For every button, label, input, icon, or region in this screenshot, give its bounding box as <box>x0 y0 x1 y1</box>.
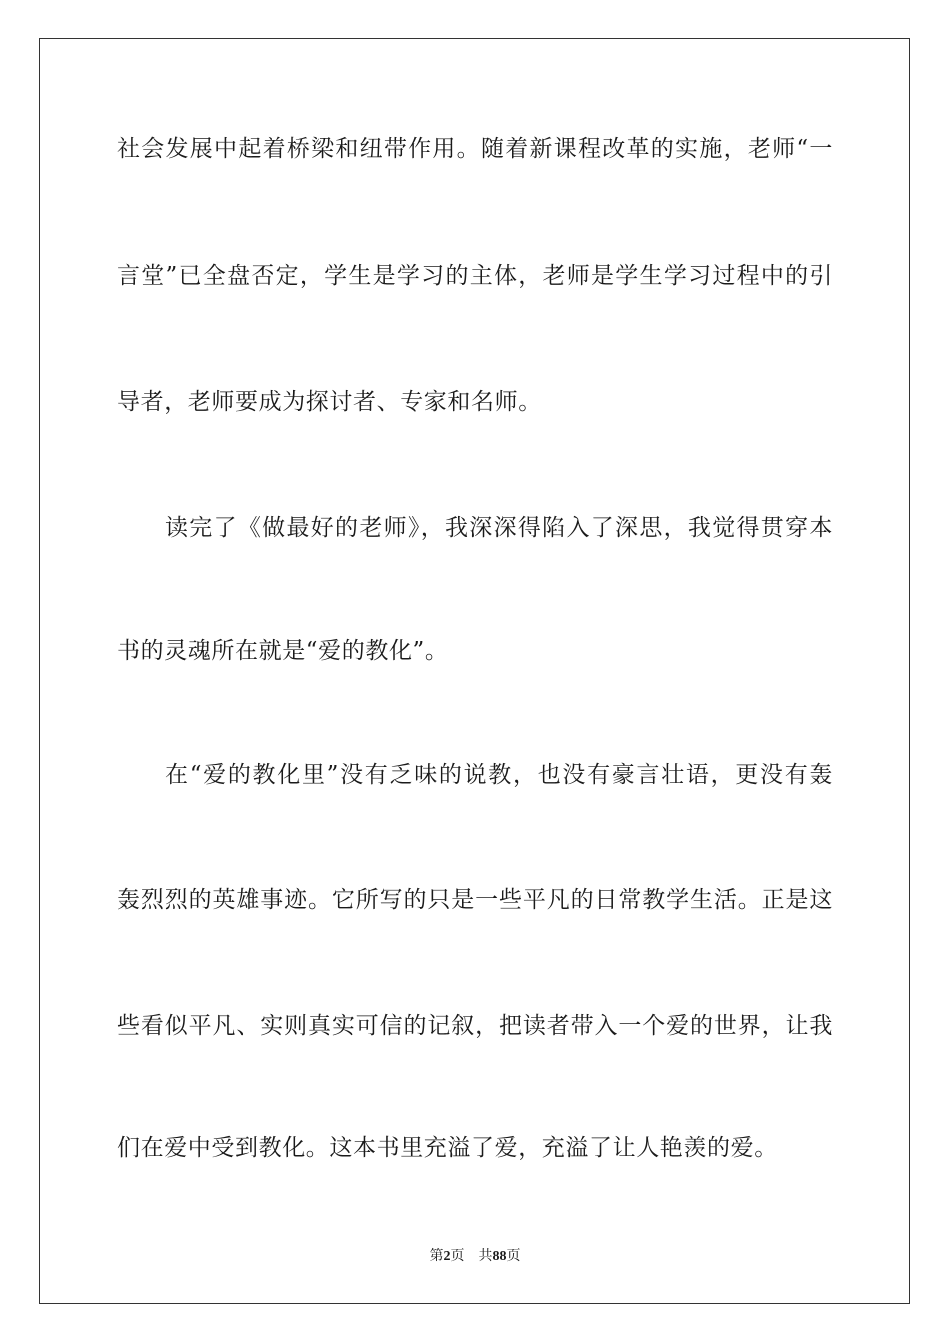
page-border <box>39 38 910 1304</box>
page-footer <box>0 1247 950 1266</box>
page-number: 2 <box>443 1249 451 1264</box>
page-suffix: 页 <box>450 1248 465 1264</box>
total-prefix: 共 <box>478 1248 493 1264</box>
paragraph-first-line: 在“爱的教化里”没有乏味的说教，也没有豪言壮语，更没有轰 <box>165 762 833 788</box>
text-line: 些看似平凡、实则真实可信的记叙，把读者带入一个爱的世界，让我 <box>117 1013 833 1039</box>
text-line: 轰烈烈的英雄事迹。它所写的只是一些平凡的日常教学生活。正是这 <box>117 887 833 913</box>
total-suffix: 页 <box>506 1248 521 1264</box>
page-prefix: 第 <box>429 1248 444 1264</box>
text-line: 们在爱中受到教化。这本书里充溢了爱，充溢了让人艳羡的爱。 <box>117 1135 778 1161</box>
paragraph-first-line: 读完了《做最好的老师》，我深深得陷入了深思，我觉得贯穿本 <box>165 515 833 541</box>
text-line: 言堂”已全盘否定，学生是学习的主体，老师是学生学习过程中的引 <box>117 263 833 289</box>
text-line: 社会发展中起着桥梁和纽带作用。随着新课程改革的实施，老师“一 <box>117 136 833 162</box>
text-line: 导者，老师要成为探讨者、专家和名师。 <box>117 389 542 415</box>
total-pages: 88 <box>492 1249 507 1264</box>
text-line: 书的灵魂所在就是“爱的教化”。 <box>117 638 449 664</box>
